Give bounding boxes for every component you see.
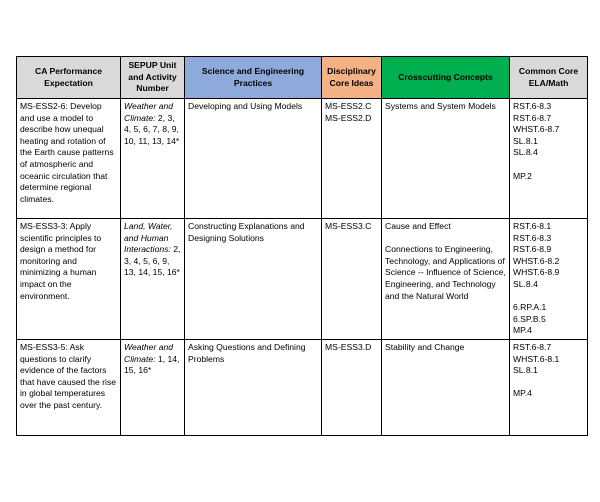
- core-idea-cell: MS-ESS3.D: [322, 339, 382, 435]
- sepup-cell: [121, 339, 185, 435]
- table-row: [17, 339, 588, 435]
- unit-name: Weather and Climate:: [124, 341, 174, 364]
- practice-cell: Constructing Explanations and Designing Solutions: [185, 219, 322, 340]
- header-sepup-unit: SEPUP Unit and Activity Number: [121, 57, 185, 99]
- performance-expectation-cell: MS-ESS2-6: Develop and use a model to describe how unequal heating and rotation of the Earth cause patterns of atmospheric and oceanic circulation that determine regional climates.: [17, 99, 121, 219]
- header-practices: Science and Engineering Practices: [185, 57, 322, 99]
- standards-table: [16, 56, 588, 436]
- sepup-cell: [121, 219, 185, 340]
- practice-cell: Asking Questions and Defining Problems: [185, 339, 322, 435]
- common-core-cell: RST.6-8.7 WHST.6-8.1 SL.8.1 MP.4: [510, 339, 588, 435]
- header-crosscutting: Crosscutting Concepts: [382, 57, 510, 99]
- table-row: [17, 219, 588, 340]
- header-performance-expectation: CA Performance Expectation: [17, 57, 121, 99]
- unit-name: Land, Water, and Human Interactions:: [124, 221, 173, 255]
- crosscutting-cell: Systems and System Models: [382, 99, 510, 219]
- activity-numbers: 2, 3, 4, 5, 6, 7, 8, 9, 10, 11, 13, 14*: [124, 112, 180, 146]
- common-core-cell: RST.6-8.1 RST.6-8.3 RST.6-8.9 WHST.6-8.2 WHST.6-8.9 SL.8.4 6.RP.A.1 6.SP.B.5 MP.4: [510, 219, 588, 340]
- header-core-ideas: Disciplinary Core Ideas: [322, 57, 382, 99]
- activity-numbers: 1, 14, 15, 16*: [124, 353, 180, 376]
- performance-expectation-cell: MS-ESS3-3: Apply scientific principles to design a method for monitoring and minimizing a human impact on the environment.: [17, 219, 121, 340]
- performance-expectation-cell: MS-ESS3-5: Ask questions to clarify evidence of the factors that have caused the rise in global temperatures over the past century.: [17, 339, 121, 435]
- sepup-cell: [121, 99, 185, 219]
- activity-numbers: 2, 3, 4, 5, 6, 9, 13, 14, 15, 16*: [124, 244, 181, 278]
- core-idea-cell: MS-ESS3.C: [322, 219, 382, 340]
- practice-cell: Developing and Using Models: [185, 99, 322, 219]
- unit-name: Weather and Climate:: [124, 101, 174, 123]
- header-row: [17, 57, 588, 99]
- crosscutting-cell: Stability and Change: [382, 339, 510, 435]
- core-idea-cell: MS-ESS2.C MS-ESS2.D: [322, 99, 382, 219]
- table-row: [17, 99, 588, 219]
- common-core-cell: RST.6-8.3 RST.6-8.7 WHST.6-8.7 SL.8.1 SL.8.4 MP.2: [510, 99, 588, 219]
- crosscutting-cell: Cause and Effect Connections to Engineering, Technology, and Applications of Science -- Influence of Science, Engineering, and Technology and the Natural World: [382, 219, 510, 340]
- header-common-core: Common Core ELA/Math: [510, 57, 588, 99]
